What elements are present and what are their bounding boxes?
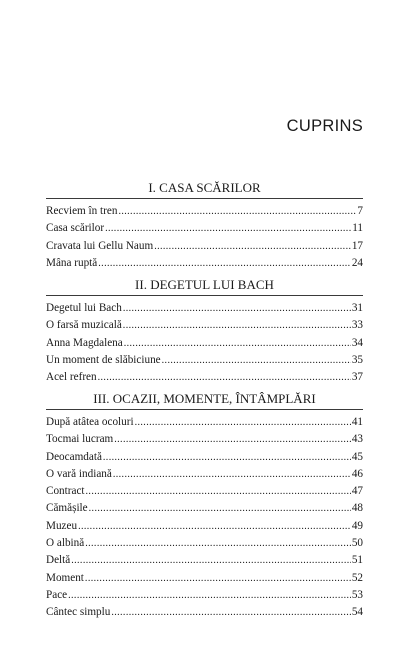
toc-entry[interactable] [46, 431, 363, 448]
entry-title: Recviem în tren [46, 205, 118, 217]
toc-entry[interactable] [46, 535, 363, 552]
toc-entry[interactable] [46, 238, 363, 255]
entry-title: Mâna ruptă [46, 256, 98, 269]
toc-entry[interactable] [46, 500, 363, 517]
dot-leader [111, 604, 350, 621]
dot-leader [89, 500, 351, 517]
entry-title: Cămășile [46, 502, 88, 515]
dot-leader [105, 220, 351, 237]
entry-page-number: 47 [351, 485, 363, 498]
dot-leader [113, 466, 351, 483]
entry-page-number: 43 [351, 433, 363, 446]
toc-entry[interactable] [46, 414, 363, 431]
entry-title: O vară indiană [46, 467, 112, 480]
entry-page-number: 35 [351, 353, 363, 366]
entry-title: O albină [46, 537, 85, 550]
entry-page-number: 53 [351, 588, 363, 601]
toc-entry[interactable] [46, 466, 363, 483]
toc-entry[interactable] [46, 604, 363, 621]
toc-entry[interactable] [46, 369, 363, 386]
dot-leader [71, 552, 351, 569]
entry-page-number: 54 [351, 606, 363, 619]
entry-page-number: 34 [351, 336, 363, 349]
entry-page-number: 49 [351, 519, 363, 532]
entry-page-number: 52 [351, 571, 363, 584]
section-heading: I. CASA SCĂRILOR [46, 180, 363, 199]
toc-entry[interactable] [46, 570, 363, 587]
dot-leader [103, 449, 351, 466]
entry-page-number: 45 [351, 450, 363, 463]
toc-section-1 [46, 180, 363, 272]
dot-leader [98, 369, 351, 386]
toc-entry[interactable] [46, 335, 363, 352]
entry-page-number: 41 [351, 416, 363, 428]
dot-leader [123, 317, 351, 334]
section-heading: II. DEGETUL LUI BACH [46, 277, 363, 296]
entry-title: Acel refren [46, 371, 97, 384]
entry-title: Contract [46, 485, 85, 498]
toc-entry[interactable] [46, 220, 363, 237]
dot-leader [162, 352, 351, 369]
toc-section-2 [46, 277, 363, 386]
entry-page-number: 17 [351, 239, 363, 252]
entry-title: Un moment de slăbiciune [46, 353, 161, 366]
toc-entry[interactable] [46, 552, 363, 569]
dot-leader [68, 587, 351, 604]
entry-title: O farsă muzicală [46, 319, 122, 332]
dot-leader [98, 255, 351, 272]
dot-leader [118, 203, 356, 220]
dot-leader [123, 300, 351, 317]
dot-leader [78, 518, 351, 535]
entry-title: Cântec simplu [46, 606, 111, 619]
entry-page-number: 24 [351, 256, 363, 269]
dot-leader [154, 238, 351, 255]
entry-page-number: 33 [351, 319, 363, 332]
entry-page-number: 37 [351, 371, 363, 384]
toc-entry[interactable] [46, 317, 363, 334]
dot-leader [86, 483, 351, 500]
entry-page-number: 31 [351, 302, 363, 314]
dot-leader [85, 535, 351, 552]
entry-page-number: 51 [351, 554, 363, 567]
entry-page-number: 7 [357, 205, 363, 217]
entry-page-number: 11 [352, 222, 363, 235]
entry-page-number: 48 [351, 502, 363, 515]
toc-entry[interactable] [46, 518, 363, 535]
entry-title: Deltă [46, 554, 71, 567]
entry-page-number: 46 [351, 467, 363, 480]
entry-title: Casa scărilor [46, 222, 105, 235]
dot-leader [85, 570, 351, 587]
toc-entry[interactable] [46, 300, 363, 317]
toc-entry[interactable] [46, 255, 363, 272]
entry-title: După atâtea ocoluri [46, 416, 134, 428]
dot-leader [114, 431, 351, 448]
entry-title: Moment [46, 571, 84, 584]
toc-entry[interactable] [46, 449, 363, 466]
entry-title: Anna Magdalena [46, 336, 123, 349]
toc-section-3 [46, 391, 363, 622]
dot-leader [124, 335, 351, 352]
entry-title: Muzeu [46, 519, 78, 532]
dot-leader [135, 414, 351, 431]
toc-entry[interactable] [46, 483, 363, 500]
entry-title: Pace [46, 588, 68, 601]
toc-entry[interactable] [46, 587, 363, 604]
entry-title: Deocamdată [46, 450, 102, 463]
entry-title: Degetul lui Bach [46, 302, 122, 314]
entry-title: Cravata lui Gellu Naum [46, 239, 154, 252]
toc-entry[interactable] [46, 203, 363, 220]
section-heading: III. OCAZII, MOMENTE, ÎNTÂMPLĂRI [46, 391, 363, 410]
toc-entry[interactable] [46, 352, 363, 369]
page-title: CUPRINS [286, 117, 363, 135]
entry-title: Tocmai lucram [46, 433, 114, 446]
entry-page-number: 50 [351, 537, 363, 550]
